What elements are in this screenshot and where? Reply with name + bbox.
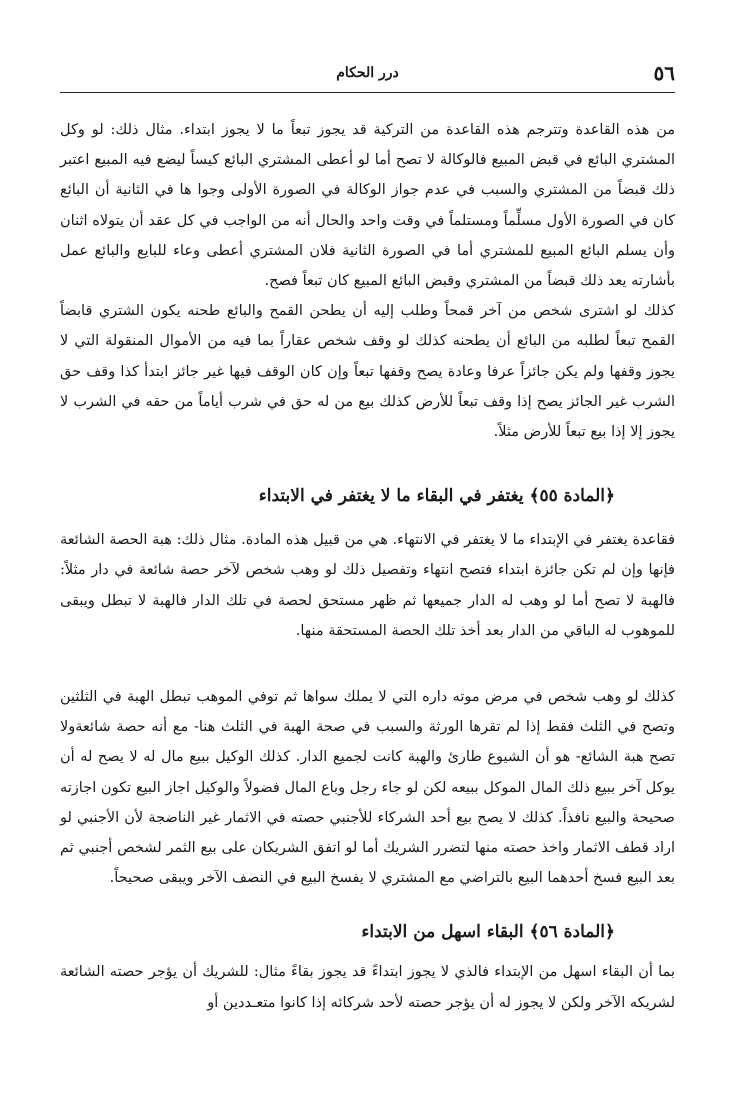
paragraph-2: كذلك لو اشترى شخص من آخر قمحاً وطلب إليه أن يطحن القمح والبائع طحنه يكون الشتري قابضاً القمح تبعاً لطلبه من البائع أن يطحنه كذلك لو وقف شخص عقاراً بما فيه من الأموال المنقولة التي لا يجوز وقفها ولم يكن جائزاً عرفا وعادة يصح وقفها تبعاً وإن كان الوقف فيها غير جائز ابتدأ كذا وقف حق الشرب غير الجائز يصح إذا وقف تبعاً للأرض كذلك بيع من له حق في شرب أياماً من حقه في الشرب لا يجوز إلا إذا بيع تبعاً للأرض مثلاً.: [60, 303, 675, 441]
header-rule: [60, 92, 675, 93]
article-56-heading: ﴿المادة ٥٦﴾ البقاء اسهل من الابتداء: [361, 922, 615, 943]
paragraph-3: فقاعدة يغتفر في الإبتداء ما لا يغتفر في الانتهاء. هي من قبيل هذه المادة. مثال ذلك: هبة الحصة الشائعة فإنها وإن لم تكن جائزة ابتداء فتصح انتهاء وتفصيل ذلك لو وهب شخص لآخر حصة شائعة في دار مثلاً: فالهبة لا تصح أما لو وهب له الدار جميعها ثم ظهر مستحق لحصة في تلك الدار فالهبة لا تبطل ويبقى للموهوب له الباقي من الدار بعد أخذ تلك الحصة المستحقة منها.: [60, 532, 675, 639]
running-title: درر الحكام: [336, 65, 399, 81]
paragraph-5: بما أن البقاء اسهل من الإبتداء فالذي لا يجوز ابتداءً قد يجوز بقاءً مثال: للشريك أن يؤجر حصته الشائعة لشريكه الآخر ولكن لا يجوز له أن يؤجر حصته لأحد شركائه إذا كانوا متعـددين أو: [60, 964, 675, 1011]
page-header: [60, 58, 675, 88]
paragraph-4: كذلك لو وهب شخص في مرض موته داره التي لا يملك سواها ثم توفي الموهب تبطل الهبة في الثلثين وتصح في الثلث فقط إذا لم تقرها الورثة والسبب في صحة الهبة في الثلث هنا- مع أنه حصة شائعةولا تصح هبة الشائع- هو أن الشيوع طارئ والهبة كانت لجميع الدار. كذلك الوكيل ببيع مال له لا يصح له أن يوكل آخر ببيع ذلك المال الموكل ببيعه لكن لو جاء رجل وباع المال فضولاً والوكيل اجاز البيع تكون اجازته صحيحة والبيع نافذاً. كذلك لا يصح بيع أحد الشركاء للأجنبي حصته في الاثمار غير الناضجة لأن الأجنبي لو اراد قطف الاثمار واخذ حصته منها لتضرر الشريك أما لو اتفق الشريكان على بيع الثمر لشخص أجنبي ثم بعد البيع فسخ أحدهما البيع بالتراضي مع المشتري لا يفسخ البيع في النصف الآخر ويبقى صحيحاً.: [60, 689, 675, 887]
paragraph-1: من هذه القاعدة وتترجم هذه القاعدة من التركية قد يجوز تبعاً ما لا يجوز ابتداء. مثال ذلك: لو وكل المشتري البائع في قبض المبيع فالوكالة لا تصح أما لو أعطى المشتري البائع كيساً ليضع فيه المبيع اعتبر ذلك قبضاً من المشتري والسبب في عدم جواز الوكالة في الصورة الأولى وجوا ها في الثانية أن البائع كان في الصورة الأول مسلِّماً ومستلماً في وقت واحد والحال أنه من الواجب في كل عقد أن يتولاه اثنان وأن يسلم البائع المبيع للمشتري أما في الصورة الثانية فلان المشتري أعطى وعاء للبايع والبائع عمل بأشارته يعد ذلك قبضاً من المشتري وقبض البائع المبيع كان تبعاً فصح.: [60, 122, 675, 290]
page-number: ٥٦: [653, 61, 675, 85]
page-body: [60, 115, 675, 1018]
article-55-heading: ﴿المادة ٥٥﴾ يغتفر في البقاء ما لا يغتفر في الابتداء: [258, 486, 615, 507]
